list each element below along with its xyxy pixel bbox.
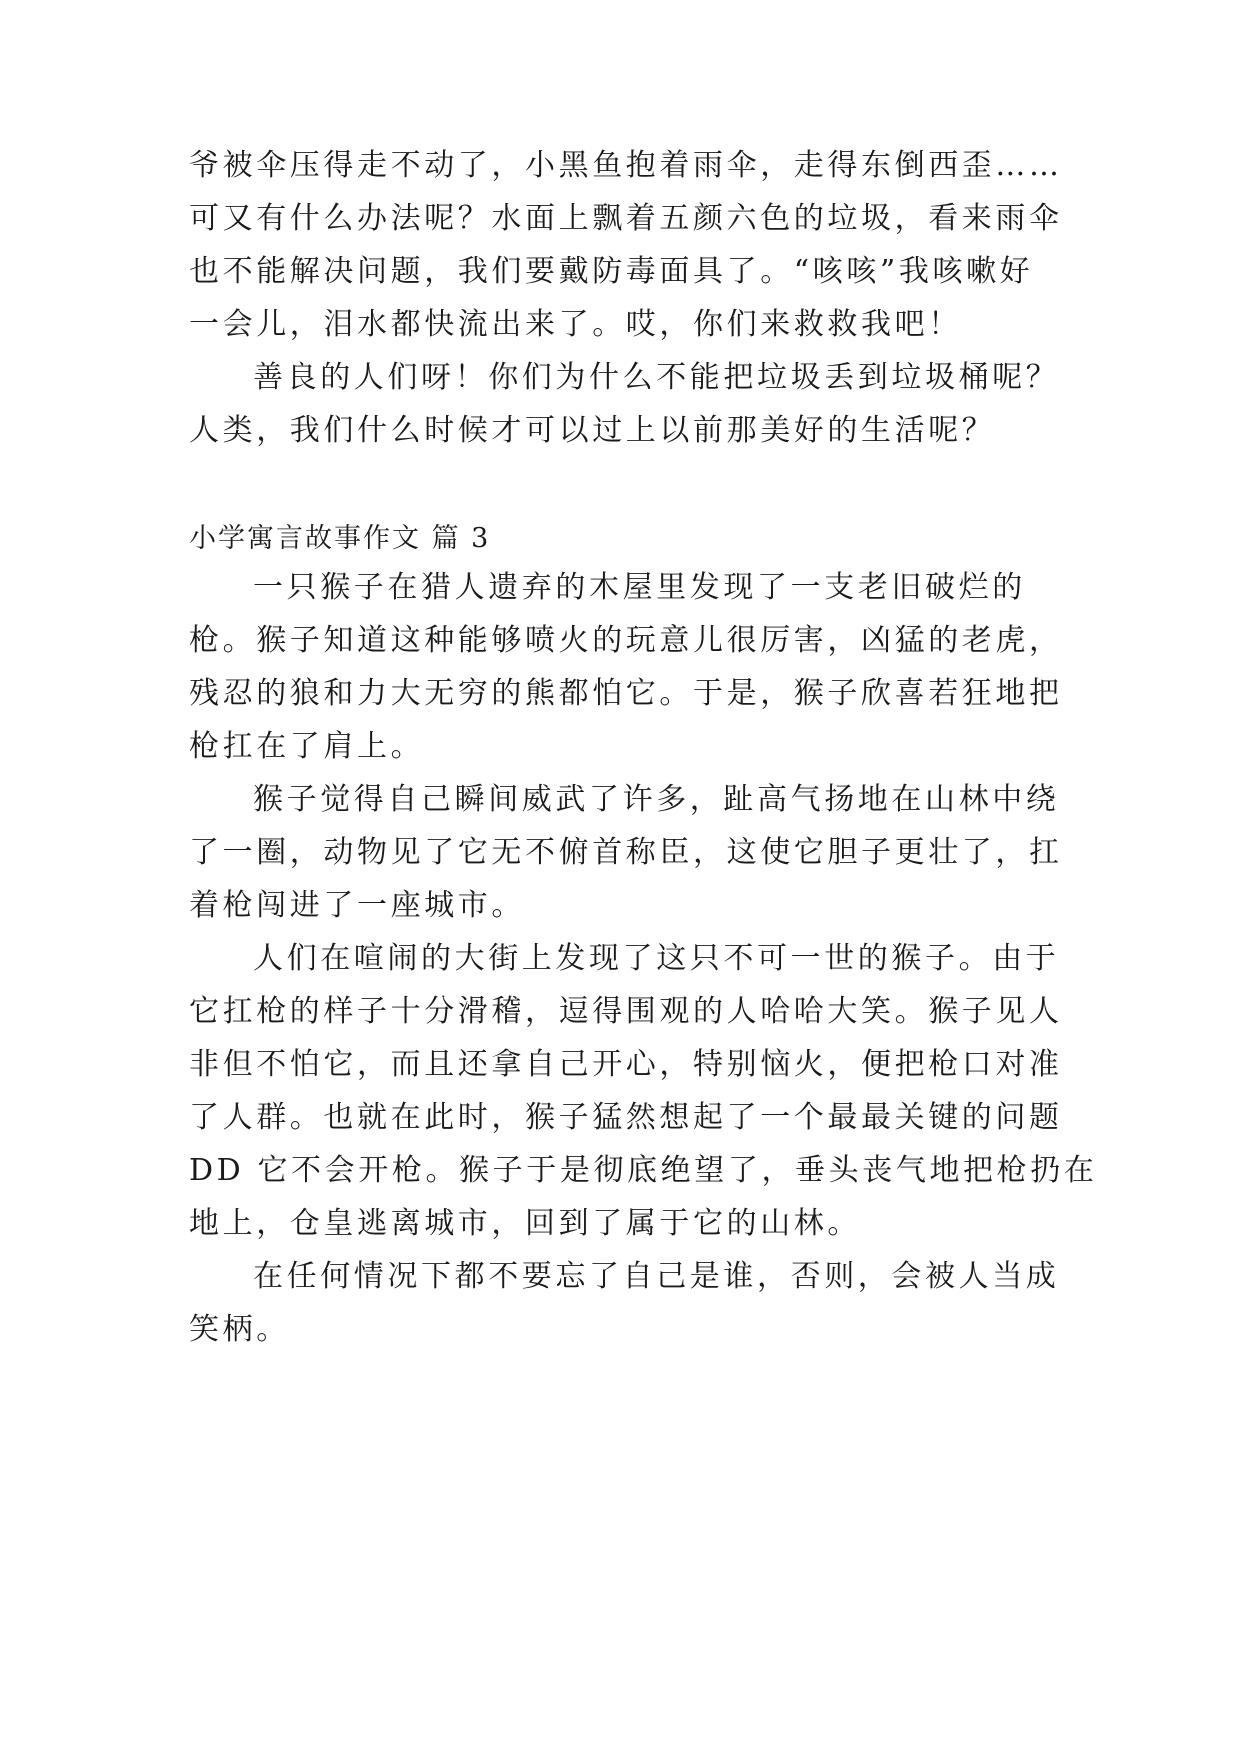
text-line: 善良的人们呀！你们为什么不能把垃圾丢到垃圾桶呢？ (253, 360, 1060, 395)
text-line: DD 它不会开枪。猴子于是彻底绝望了，垂头丧气地把枪扔在 (189, 1153, 1098, 1188)
text-line: 残忍的狼和力大无穷的熊都怕它。于是，猴子欣喜若狂地把 (189, 676, 1063, 711)
text-line: 在任何情况下都不要忘了自己是谁，否则，会被人当成 (253, 1259, 1060, 1294)
text-line: 它扛枪的样子十分滑稽，逗得围观的人哈哈大笑。猴子见人 (189, 994, 1063, 1029)
text-line: 一只猴子在猎人遗弃的木屋里发现了一支老旧破烂的 (253, 570, 1026, 605)
text-line: 人类，我们什么时候才可以过上以前那美好的生活呢？ (189, 413, 996, 448)
text-line: 也不能解决问题，我们要戴防毒面具了。“咳咳”我咳嗽好 (189, 254, 1034, 289)
text-line: 地上，仓皇逃离城市，回到了属于它的山林。 (189, 1206, 861, 1241)
section-heading: 小学寓言故事作文 篇 3 (189, 523, 491, 554)
text-line: 笑柄。 (189, 1312, 290, 1347)
text-line: 枪扛在了肩上。 (189, 729, 425, 764)
text-line: 了一圈，动物见了它无不俯首称臣，这使它胆子更壮了，扛 (189, 835, 1063, 870)
text-line: 可又有什么办法呢？水面上飘着五颜六色的垃圾，看来雨伞 (189, 201, 1063, 236)
text-line: 一会儿，泪水都快流出来了。哎，你们来救救我吧！ (189, 307, 962, 342)
text-line: 非但不怕它，而且还拿自己开心，特别恼火，便把枪口对准 (189, 1047, 1063, 1082)
text-line: 着枪闯进了一座城市。 (189, 888, 525, 923)
text-line: 枪。猴子知道这种能够喷火的玩意儿很厉害，凶猛的老虎， (189, 623, 1063, 658)
text-line: 人们在喧闹的大街上发现了这只不可一世的猴子。由于 (253, 941, 1060, 976)
text-line: 了人群。也就在此时，猴子猛然想起了一个最最关键的问题 (189, 1100, 1063, 1135)
text-line: 爷被伞压得走不动了，小黑鱼抱着雨伞，走得东倒西歪…… (189, 148, 1063, 183)
text-line: 猴子觉得自己瞬间威武了许多，趾高气扬地在山林中绕 (253, 782, 1060, 817)
